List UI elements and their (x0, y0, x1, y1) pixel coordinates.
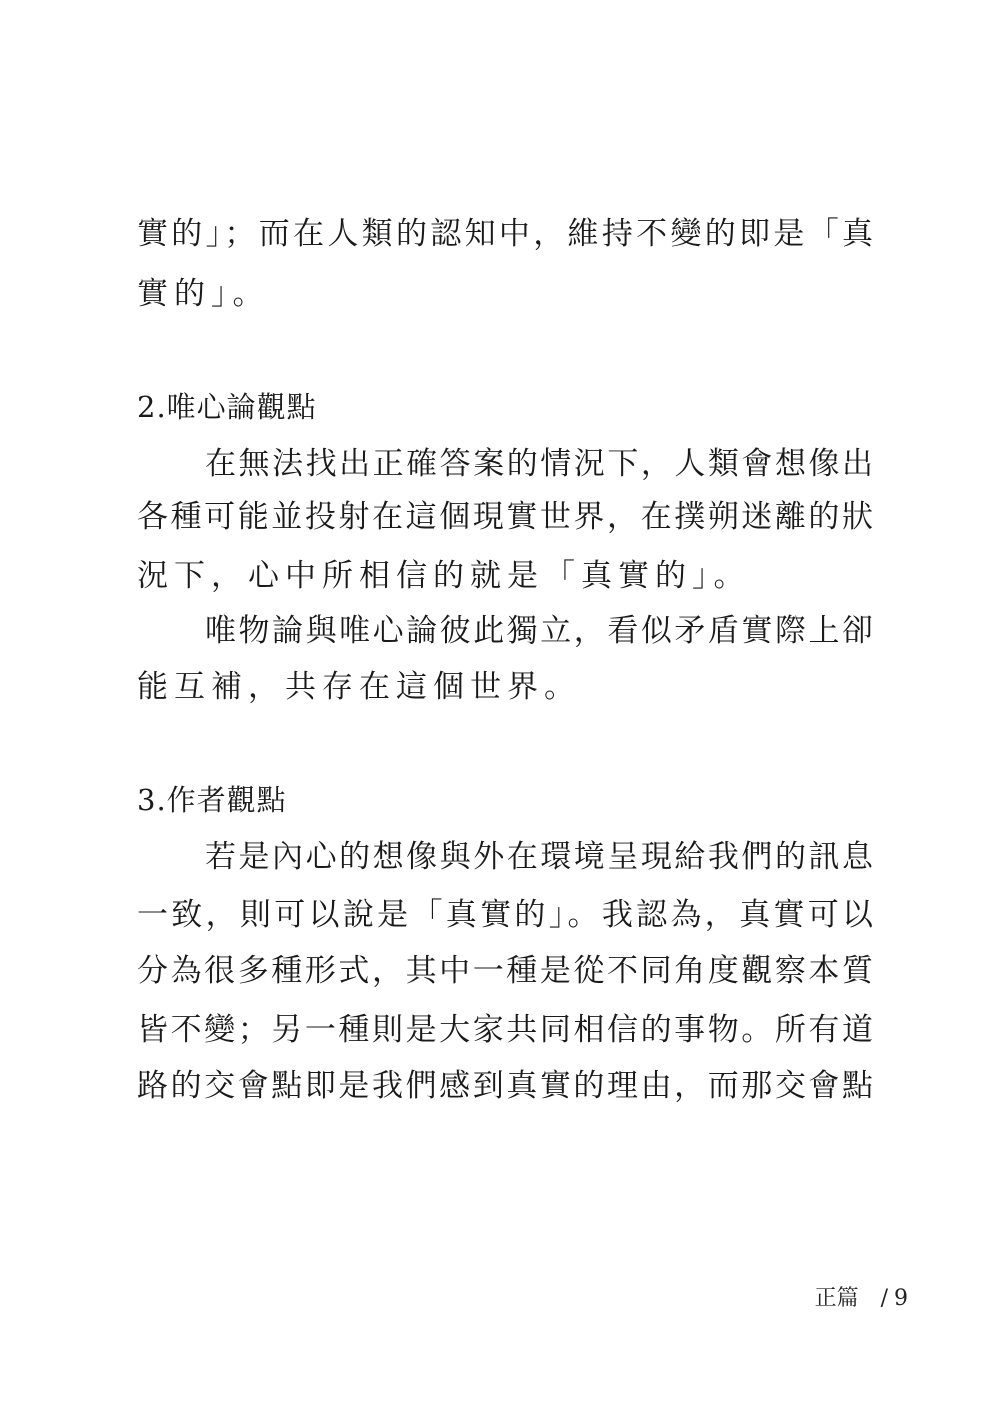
text-line: 分為很多種形式，其中一種是從不同角度觀察本質 (137, 953, 873, 989)
page-number: 9 (894, 1286, 908, 1311)
text-line: 能互補，共存在這個世界。 (137, 669, 581, 705)
footer-separator: / (880, 1286, 888, 1311)
text-line: 路的交會點即是我們感到真實的理由，而那交會點 (137, 1068, 873, 1104)
text-line: 在無法找出正確答案的情況下，人類會想像出 (205, 446, 873, 482)
page-footer (815, 1284, 908, 1314)
text-line: 各種可能並投射在這個現實世界，在撲朔迷離的狀 (137, 499, 873, 535)
text-line: 若是內心的想像與外在環境呈現給我們的訊息 (205, 839, 873, 875)
text-line: 唯物論與唯心論彼此獨立，看似矛盾實際上卻 (205, 613, 873, 649)
footer-section-label: 正篇 (814, 1286, 859, 1311)
text-line: 皆不變；另一種則是大家共同相信的事物。所有道 (137, 1012, 873, 1048)
section-heading: 3.作者觀點 (137, 783, 287, 817)
text-line: 實的」。 (137, 276, 270, 312)
text-line: 實的」；而在人類的認知中，維持不變的即是「真 (137, 216, 873, 252)
section-heading: 2.唯心論觀點 (137, 390, 317, 424)
text-line: 況下，心中所相信的就是「真實的」。 (137, 558, 751, 594)
text-line: 一致，則可以說是「真實的」。我認為，真實可以 (137, 897, 873, 933)
